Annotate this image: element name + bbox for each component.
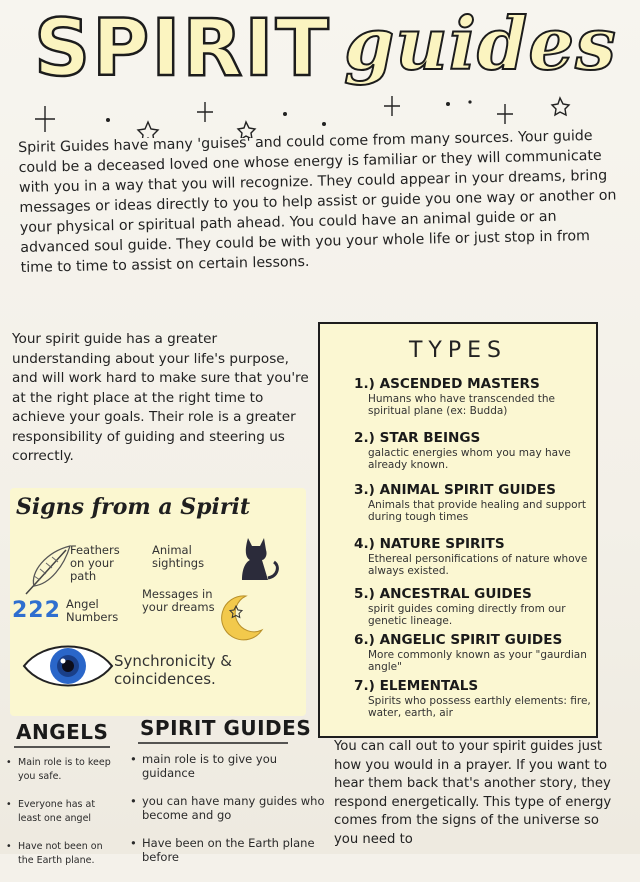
cat-icon bbox=[228, 528, 284, 584]
spirit-guides-list bbox=[130, 752, 330, 878]
feathers-label: Feathers on your path bbox=[70, 543, 120, 583]
angels-underline bbox=[14, 744, 110, 750]
dot-icon bbox=[446, 102, 450, 106]
type-item bbox=[354, 482, 594, 523]
sparkle-icon bbox=[197, 102, 213, 122]
type-desc: spirit guides coming directly from our genetic lineage. bbox=[368, 603, 566, 627]
messages-label: Messages in your dreams bbox=[142, 587, 215, 614]
dot-icon bbox=[468, 100, 471, 103]
spirit-guides-underline bbox=[138, 740, 288, 746]
list-item: • Have been on the Earth plane before bbox=[130, 836, 330, 864]
dot-icon bbox=[106, 118, 110, 122]
list-item: • you can have many guides who become and go bbox=[130, 794, 330, 822]
type-desc: Ethereal personifications of nature whove always existed. bbox=[368, 553, 588, 577]
angel-numbers-label: Angel Numbers bbox=[66, 597, 119, 624]
call-out-paragraph: You can call out to your spirit guides just how you would in a prayer. If you want to hear them back that's another story, they respond energetically. This type of energy comes from the signs of the universe so you need to bbox=[334, 739, 612, 847]
angels-heading: ANGELS bbox=[16, 720, 109, 744]
list-item: • main role is to give you guidance bbox=[130, 752, 330, 780]
type-name: 4.) NATURE SPIRITS bbox=[354, 536, 505, 552]
sparkle-icon bbox=[35, 106, 55, 132]
dot-icon bbox=[322, 122, 326, 126]
type-item bbox=[354, 632, 594, 673]
list-item: • Main role is to keep you safe. bbox=[6, 756, 116, 784]
signs-heading: Signs from a Spirit bbox=[16, 494, 250, 520]
type-desc: Spirits who possess earthly elements: fire, water, earth, air bbox=[368, 695, 591, 719]
angels-list bbox=[6, 756, 116, 882]
dot-icon bbox=[283, 112, 287, 116]
type-name: 2.) STAR BEINGS bbox=[354, 430, 481, 446]
star-icon bbox=[552, 98, 569, 115]
type-name: 3.) ANIMAL SPIRIT GUIDES bbox=[354, 482, 556, 498]
type-name: 7.) ELEMENTALS bbox=[354, 678, 479, 694]
title-spirit-word: SPIRIT bbox=[34, 4, 331, 94]
title-guides-word: guides bbox=[344, 1, 617, 86]
list-item: • Everyone has at least one angel bbox=[6, 798, 116, 826]
intro-paragraph: Spirit Guides have many 'guises' and could come from many sources. Your guide could be a deceased loved one whose energy is familiar or they will communicate with you in a way that you will recognize. They could appear in your dreams, bring messages or ideas directly to you to help assist or guide you one way or another on your physical or spiritual path ahead. You could have an animal guide or an advanced soul guide. They could be with you your whole life or just stop in from time to time to assist on certain lessons. bbox=[18, 127, 617, 276]
list-item: • Have not been on the Earth plane. bbox=[6, 840, 116, 868]
type-desc: More commonly known as your "gaurdian angle" bbox=[368, 649, 587, 673]
moon-icon bbox=[216, 592, 266, 642]
signs-box bbox=[10, 488, 306, 716]
type-item bbox=[354, 678, 594, 719]
type-desc: Animals that provide healing and support during tough times bbox=[368, 499, 587, 523]
angel-number-digits: 222 bbox=[12, 598, 61, 623]
type-desc: Humans who have transcended the spiritual plane (ex: Budda) bbox=[368, 393, 556, 417]
sparkle-icon bbox=[384, 96, 400, 116]
type-name: 1.) ASCENDED MASTERS bbox=[354, 376, 540, 392]
eye-icon bbox=[22, 638, 114, 694]
sparkle-icon bbox=[497, 104, 513, 124]
type-desc: galactic energies whom you may have already known. bbox=[368, 447, 571, 471]
types-box bbox=[318, 322, 598, 738]
synchronicity-label: Synchronicity & coincidences. bbox=[114, 652, 232, 688]
type-item bbox=[354, 536, 594, 577]
purpose-paragraph: Your spirit guide has a greater understanding about your life's purpose, and will work hard to make sure that you're at the right place at the right time to achieve your goals. Their role is a greater responsibility of guiding and steering us correctly. bbox=[12, 331, 309, 464]
spirit-guides-heading: SPIRIT GUIDES bbox=[140, 716, 312, 740]
animal-label: Animal sightings bbox=[152, 543, 205, 570]
type-item bbox=[354, 586, 594, 627]
types-heading: TYPES bbox=[408, 338, 507, 363]
type-name: 5.) ANCESTRAL GUIDES bbox=[354, 586, 532, 602]
type-item bbox=[354, 430, 594, 471]
type-item bbox=[354, 376, 594, 417]
type-name: 6.) ANGELIC SPIRIT GUIDES bbox=[354, 632, 563, 648]
